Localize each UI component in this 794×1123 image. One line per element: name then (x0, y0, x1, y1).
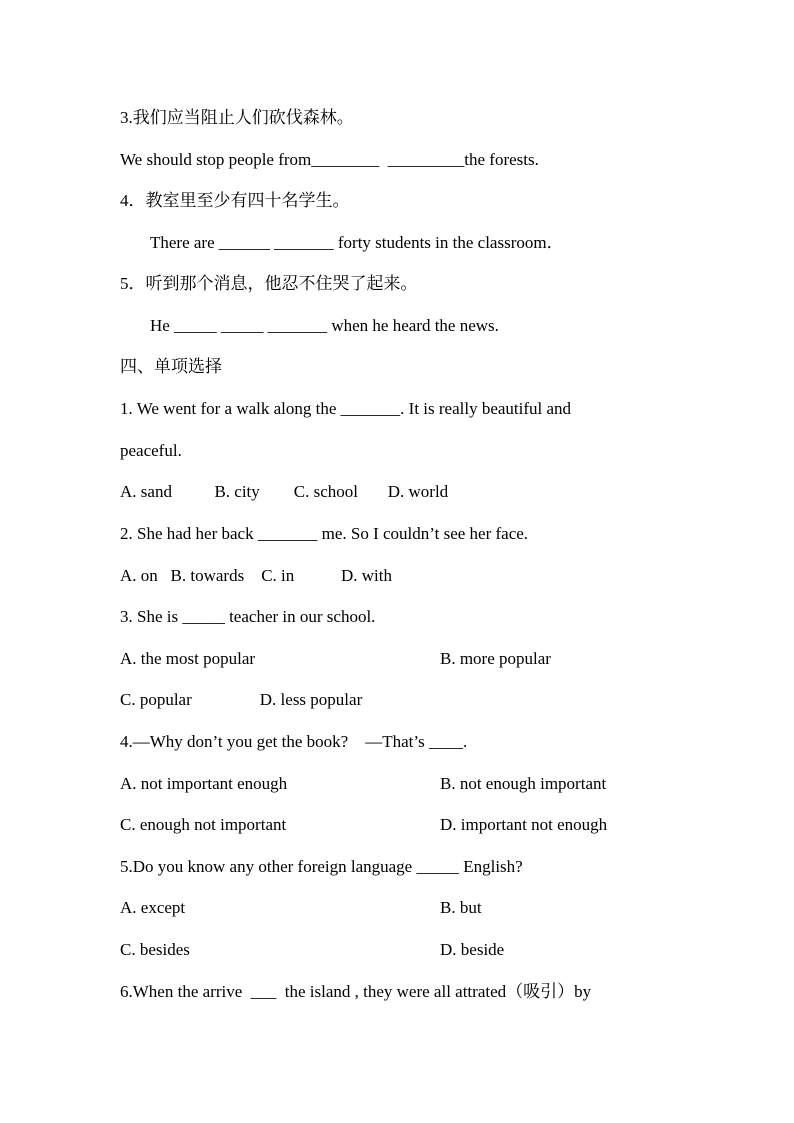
translation-q3-english: We should stop people from________ _________the forests. (120, 150, 539, 169)
question-1-options: A. sand B. city C. school D. world (120, 482, 449, 501)
question-1-stem-continued: peaceful. (120, 441, 182, 460)
question-4-option-a: A. not important enough (120, 774, 288, 793)
translation-q4-chinese: 4．教室里至少有四十名学生。 (120, 191, 350, 210)
question-3-stem: 3. She is _____ teacher in our school. (120, 607, 376, 626)
question-5-option-b: B. but (440, 898, 482, 917)
question-5-option-c: C. besides (120, 940, 190, 959)
question-4-stem: 4.—Why don’t you get the book? —That’s ____. (120, 732, 468, 751)
question-4-option-c: C. enough not important (120, 815, 287, 834)
translation-q3-chinese: 3.我们应当阻止人们砍伐森林。 (120, 108, 354, 127)
question-5-option-a: A. except (120, 898, 186, 917)
section-title: 四、单项选择 (120, 357, 222, 376)
question-3-option-b: B. more popular (440, 649, 551, 668)
question-4-option-d: D. important not enough (440, 815, 608, 834)
question-2-stem: 2. She had her back _______ me. So I couldn’t see her face. (120, 524, 529, 543)
question-4-option-b: B. not enough important (440, 774, 607, 793)
translation-q4-english: There are ______ _______ forty students in the classroom． (150, 233, 564, 252)
question-5-option-d: D. beside (440, 940, 505, 959)
question-3-option-a: A. the most popular (120, 649, 256, 668)
question-1-stem: 1. We went for a walk along the _______. It is really beautiful and (120, 399, 572, 418)
question-5-stem: 5.Do you know any other foreign language _____ English? (120, 857, 523, 876)
translation-q5-chinese: 5．听到那个消息，他忍不住哭了起来。 (120, 274, 418, 293)
question-2-options: A. on B. towards C. in D. with (120, 566, 392, 585)
question-3-options-cd: C. popular D. less popular (120, 690, 363, 709)
question-6-stem: 6.When the arrive ___ the island , they were all attrated（吸引）by (120, 982, 592, 1001)
translation-q5-english: He _____ _____ _______ when he heard the news. (150, 316, 499, 335)
